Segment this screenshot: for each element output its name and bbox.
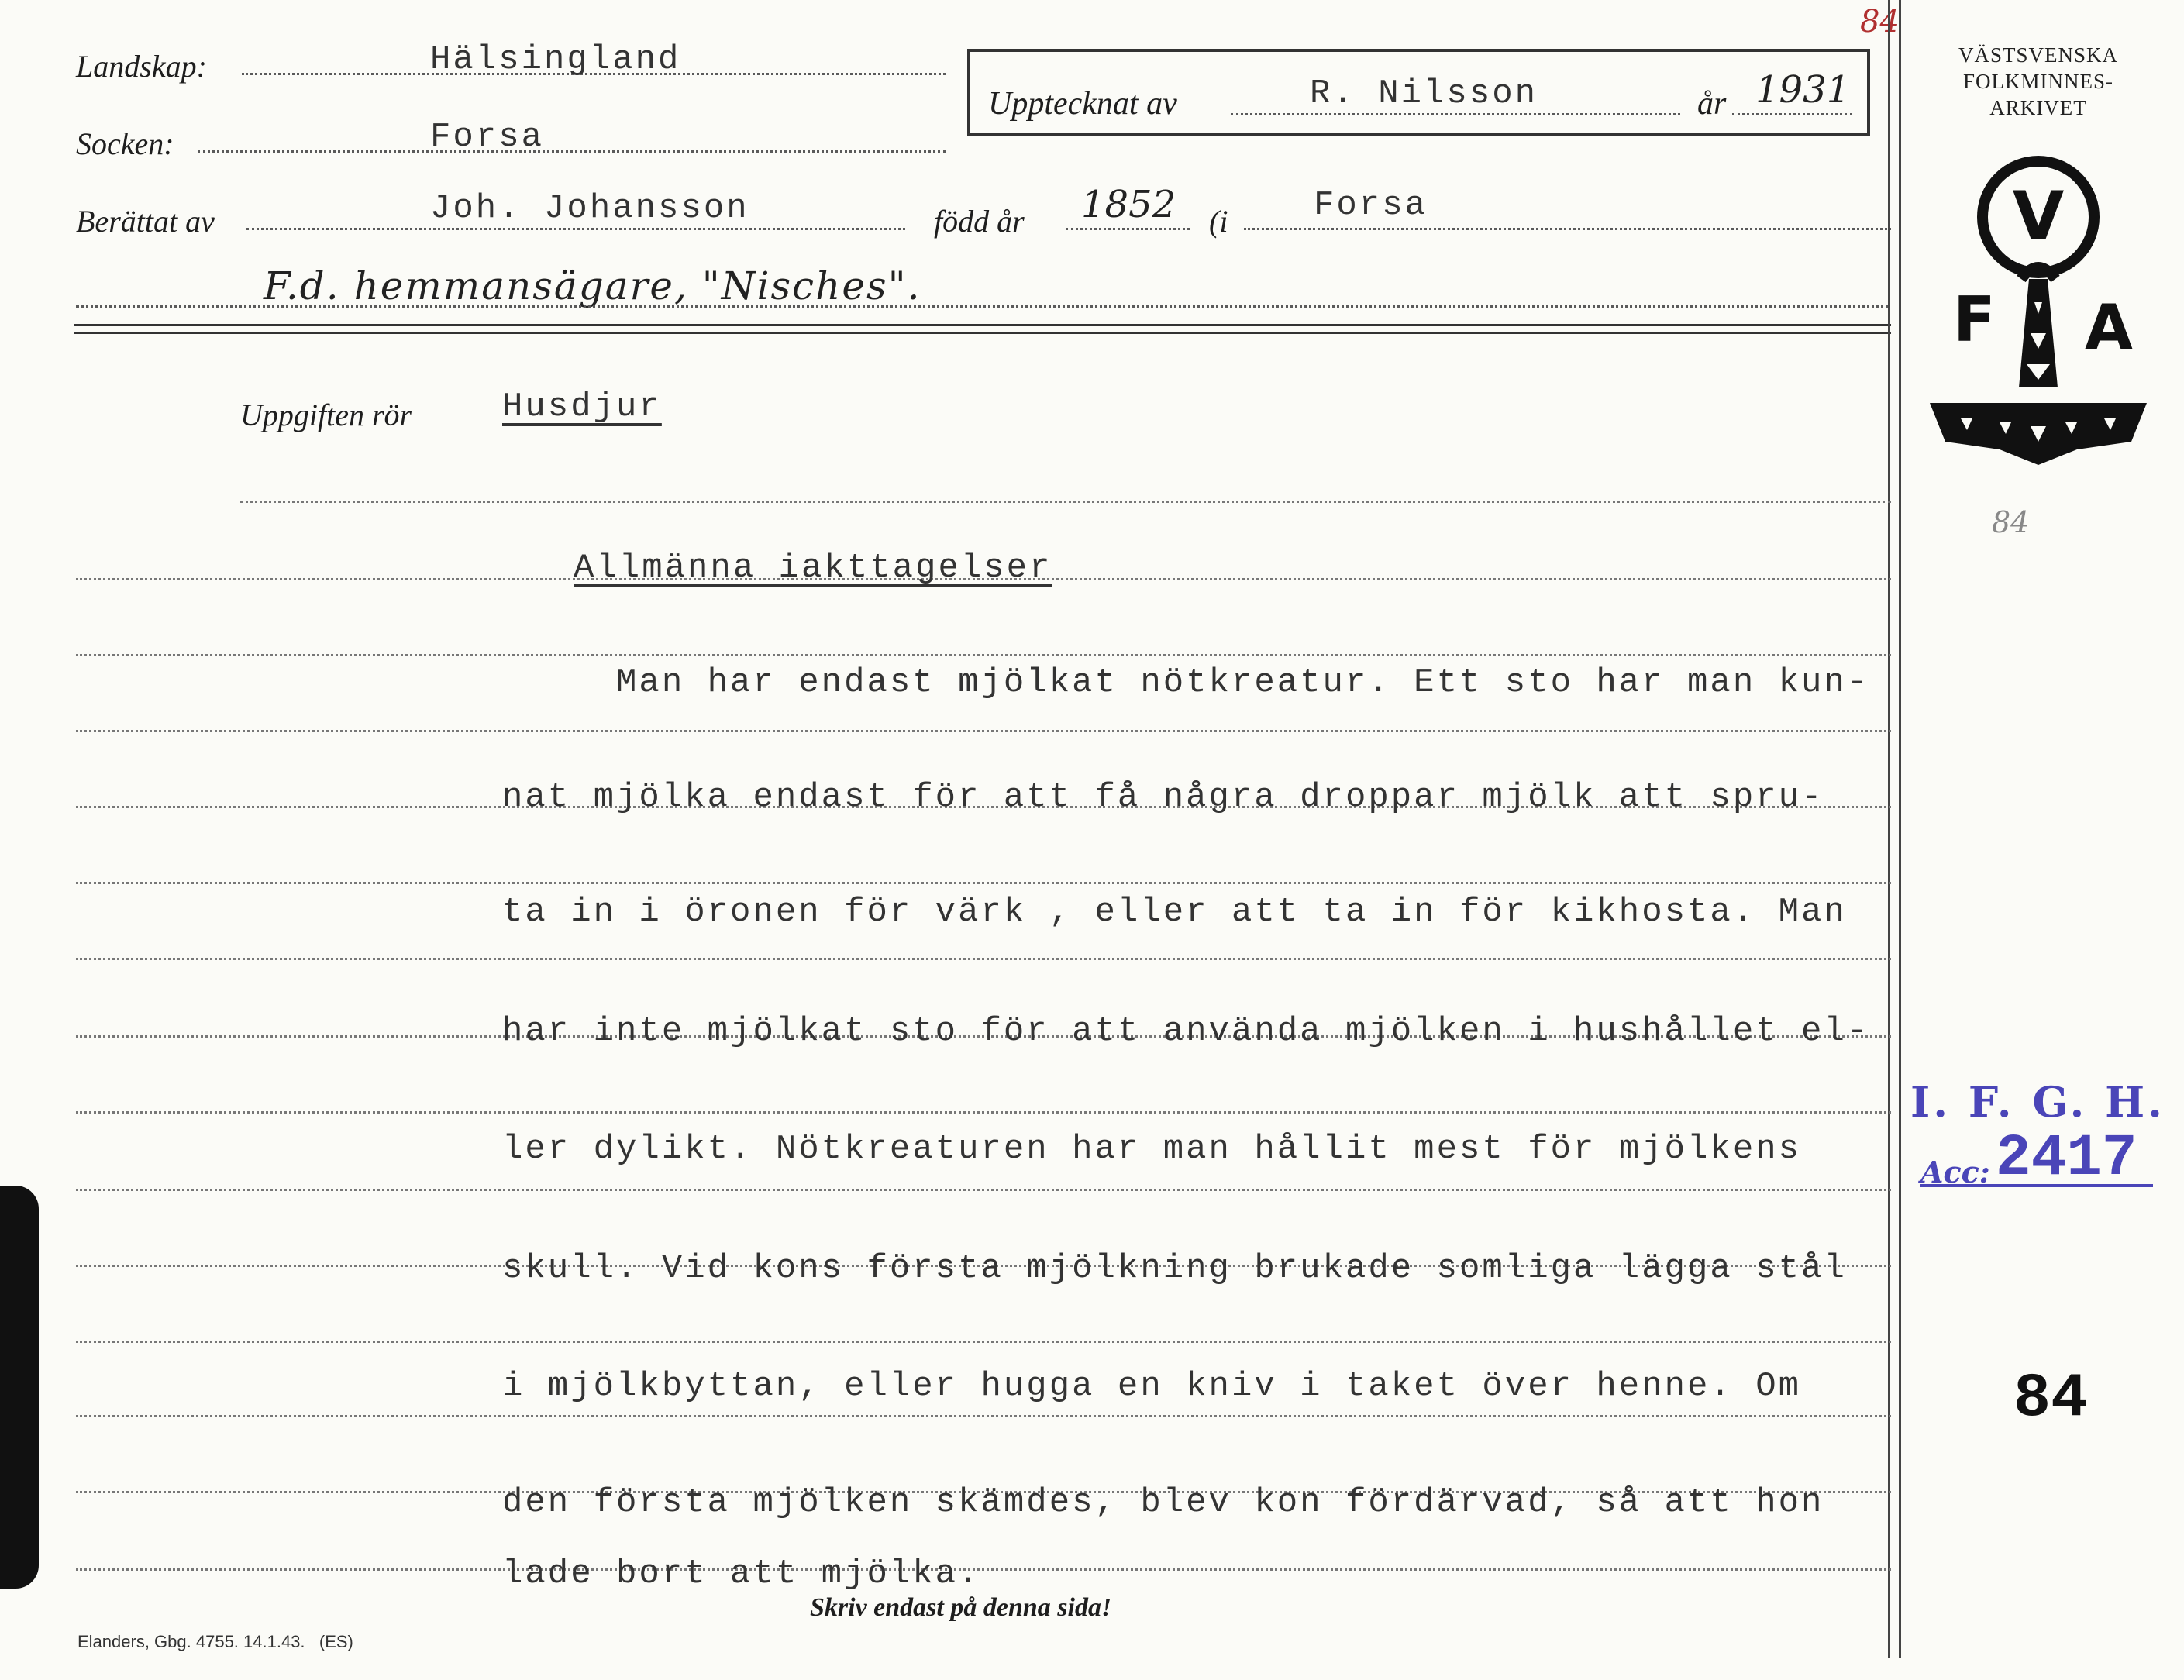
ruled-line	[76, 1111, 1891, 1114]
ruled-line	[76, 1341, 1891, 1343]
svg-text:F: F	[1953, 284, 1996, 356]
uppteck-dotted-line	[1231, 113, 1680, 115]
socken-label: Socken:	[76, 126, 174, 161]
ruled-line	[76, 654, 1891, 656]
ruled-line	[76, 958, 1891, 960]
footer-instruction: Skriv endast på denna sida!	[810, 1593, 1112, 1622]
socken-value: Forsa	[430, 118, 545, 157]
body-line-4: har inte mjölkat sto för att använda mjölken i hushållet el-	[502, 1012, 1870, 1051]
ruled-line	[76, 1189, 1891, 1191]
i-label: (i	[1209, 204, 1228, 239]
header-rule-bottom	[74, 332, 1891, 334]
ar-label: år	[1697, 86, 1727, 122]
page-number-note: 84	[1860, 4, 1900, 40]
uppteck-value: R. Nilsson	[1310, 74, 1538, 113]
uppteck-label: Upptecknat av	[988, 86, 1177, 122]
svg-text:V: V	[2012, 177, 2065, 255]
big-page-number: 84	[2013, 1364, 2089, 1434]
body-line-7: i mjölkbyttan, eller hugga en kniv i taket över henne. Om	[502, 1367, 1802, 1406]
header-rule-top	[74, 324, 1891, 326]
occupation-dotted-line	[76, 305, 1889, 308]
fodd-label: född år	[934, 204, 1025, 239]
archive-name-line2: FOLKMINNES-	[1962, 70, 2113, 93]
section-heading: Allmänna iakttagelser	[574, 549, 1052, 587]
fodd-value: 1852	[1081, 183, 1176, 226]
ruled-line	[76, 882, 1891, 884]
body-line-2: nat mjölka endast för att få några droppar mjölk att spru-	[502, 778, 1824, 817]
fodd-dotted-line	[1066, 228, 1190, 230]
body-line-8: den första mjölken skämdes, blev kon fördärvad, så att hon	[502, 1483, 1824, 1522]
accession-label: Acc:	[1920, 1155, 1990, 1189]
body-line-5: ler dylikt. Nötkreaturen har man hållit mest för mjölkens	[502, 1130, 1802, 1169]
socken-dotted-line	[198, 150, 946, 153]
topic-value: Husdjur	[502, 387, 662, 426]
archive-name-line1: VÄSTSVENSKA	[1958, 43, 2119, 67]
topic-label: Uppgiften rör	[240, 398, 412, 432]
body-line-1: Man har endast mjölkat nötkreatur. Ett sto har man kun-	[502, 663, 1870, 702]
printer-mark: Elanders, Gbg. 4755. 14.1.43. (ES)	[78, 1632, 353, 1651]
landskap-label: Landskap:	[76, 49, 207, 84]
berattat-label: Berättat av	[76, 204, 215, 239]
archive-name-line3: ARKIVET	[1989, 96, 2087, 119]
ruled-line	[76, 730, 1891, 732]
occupation-note: F.d. hemmansägare, "Nisches".	[264, 263, 921, 308]
accession-stamp-line1: I. F. G. H.	[1910, 1077, 2165, 1127]
accession-underline	[1920, 1184, 2153, 1187]
body-line-6: skull. Vid kons första mjölkning brukade somliga lägga stål	[502, 1249, 1847, 1288]
ruled-line	[76, 1415, 1891, 1417]
archive-logo	[1922, 155, 2155, 465]
body-line-3: ta in i öronen för värk , eller att ta in för kikhosta. Man	[502, 893, 1847, 931]
scan-edge	[0, 1186, 39, 1589]
ruled-line	[240, 501, 1891, 503]
right-divider-2	[1899, 0, 1901, 1658]
svg-text:A: A	[2085, 291, 2133, 363]
i-value: Forsa	[1314, 186, 1428, 225]
pencil-page-number: 84	[1992, 505, 2030, 539]
body-line-9: lade bort att mjölka.	[502, 1554, 981, 1593]
accession-number: 2417	[1996, 1125, 2137, 1192]
ar-dotted-line	[1732, 113, 1852, 115]
ruled-line	[76, 1568, 1891, 1571]
landskap-value: Hälsingland	[430, 40, 681, 79]
i-dotted-line	[1244, 228, 1891, 230]
berattat-value: Joh. Johansson	[430, 189, 749, 228]
berattat-dotted-line	[246, 228, 905, 230]
right-divider-1	[1888, 0, 1890, 1658]
ar-value: 1931	[1755, 68, 1851, 112]
